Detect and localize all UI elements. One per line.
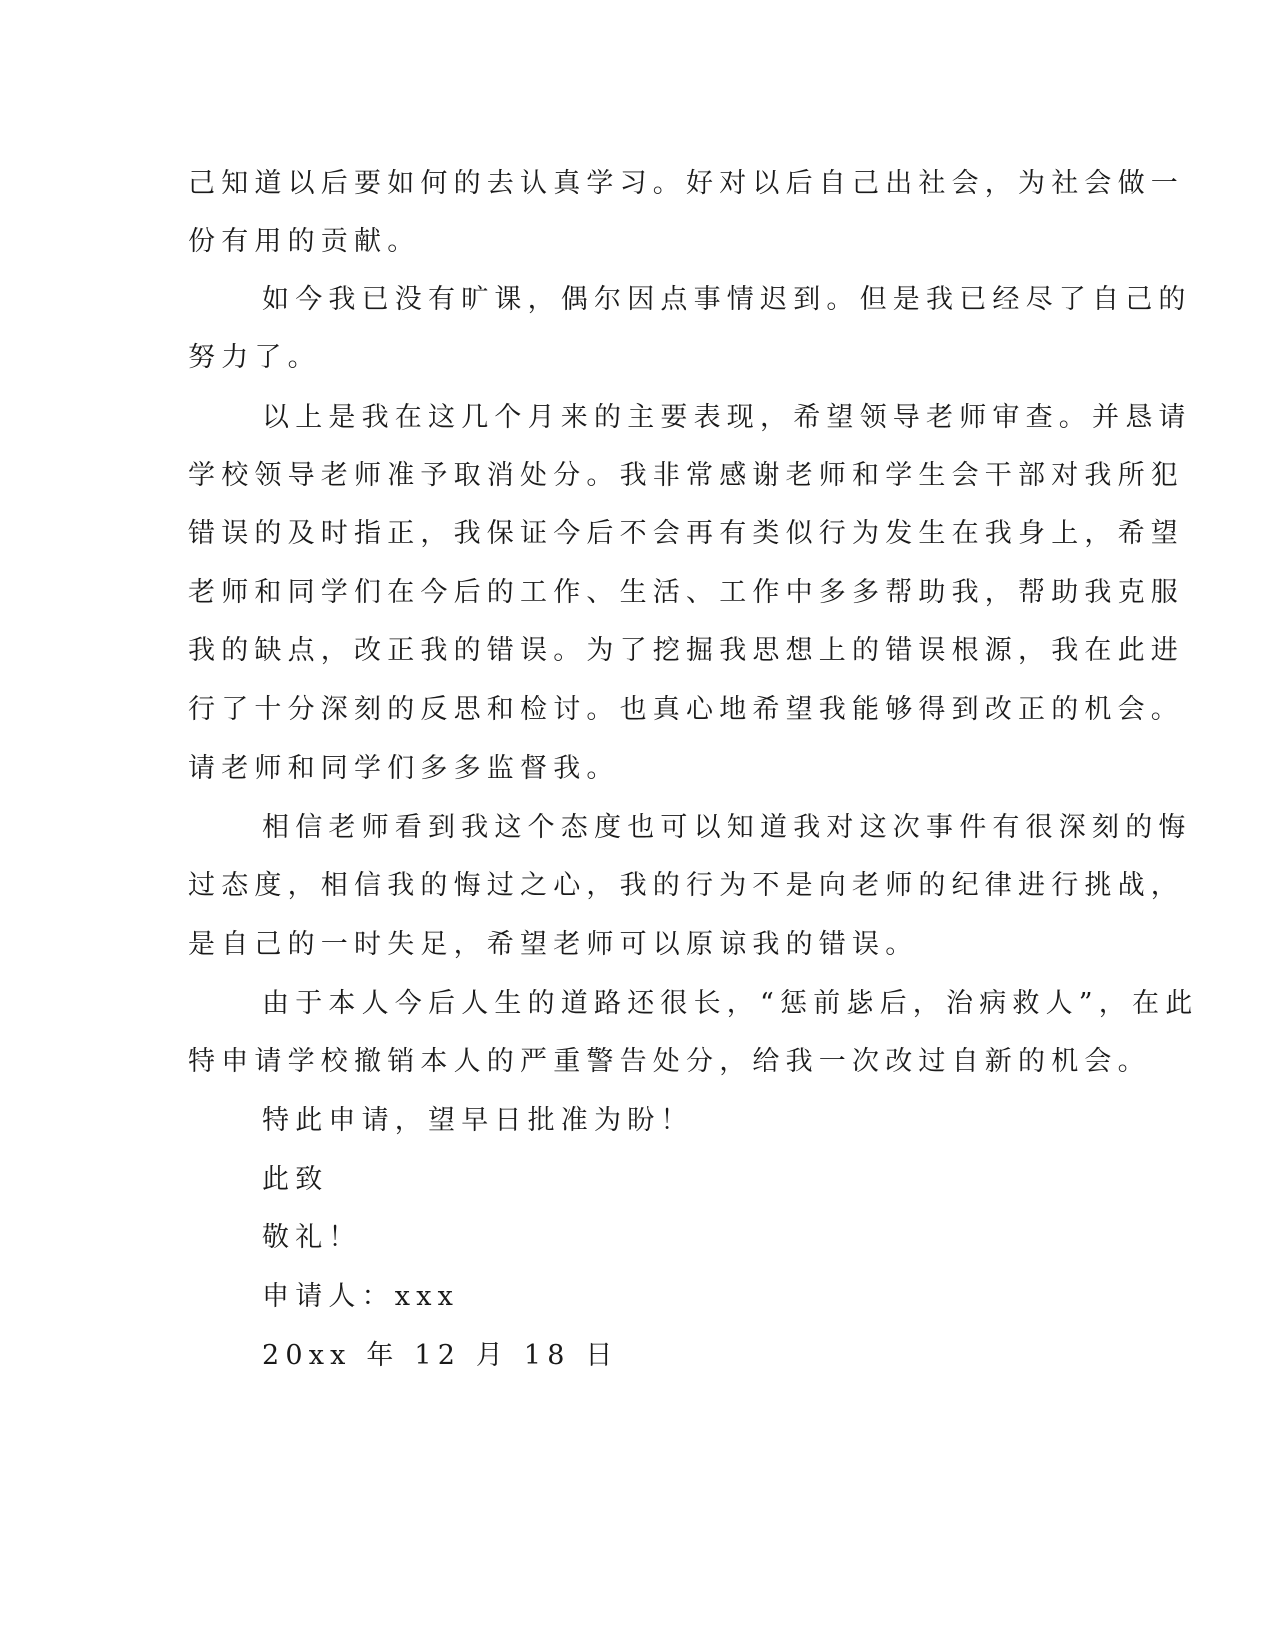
text-line-3: 如今我已没有旷课，偶尔因点事情迟到。但是我已经尽了自己的 (262, 284, 1192, 315)
text-line-12: 相信老师看到我这个态度也可以知道我对这次事件有很深刻的悔 (262, 812, 1192, 843)
text-line-16: 特申请学校撤销本人的严重警告处分，给我一次改过自新的机会。 (188, 1046, 1151, 1077)
applicant-signature: 申请人：xxx (262, 1281, 460, 1312)
closing-salutation: 此致 (262, 1164, 329, 1195)
text-line-2: 份有用的贡献。 (188, 226, 421, 257)
text-line-14: 是自己的一时失足，希望老师可以原谅我的错误。 (188, 929, 919, 960)
text-line-15: 由于本人今后人生的道路还很长，“惩前毖后，治病救人”，在此 (262, 988, 1199, 1019)
text-line-8: 老师和同学们在今后的工作、生活、工作中多多帮助我，帮助我克服 (188, 577, 1184, 608)
closing-respect: 敬礼！ (262, 1222, 362, 1253)
text-line-11: 请老师和同学们多多监督我。 (188, 753, 620, 784)
text-line-1: 己知道以后要如何的去认真学习。好对以后自己出社会，为社会做一 (188, 168, 1184, 199)
closing-request: 特此申请，望早日批准为盼！ (262, 1105, 694, 1136)
text-line-6: 学校领导老师准予取消处分。我非常感谢老师和学生会干部对我所犯 (188, 460, 1184, 491)
text-line-7: 错误的及时指正，我保证今后不会再有类似行为发生在我身上，希望 (188, 518, 1184, 549)
text-line-4: 努力了。 (188, 342, 321, 373)
text-line-9: 我的缺点，改正我的错误。为了挖掘我思想上的错误根源，我在此进 (188, 635, 1184, 666)
text-line-5: 以上是我在这几个月来的主要表现，希望领导老师审查。并恳请 (262, 402, 1192, 433)
document-date: 20xx 年 12 月 18 日 (262, 1340, 619, 1371)
text-line-13: 过态度，相信我的悔过之心，我的行为不是向老师的纪律进行挑战， (188, 870, 1184, 901)
text-line-10: 行了十分深刻的反思和检讨。也真心地希望我能够得到改正的机会。 (188, 694, 1184, 725)
